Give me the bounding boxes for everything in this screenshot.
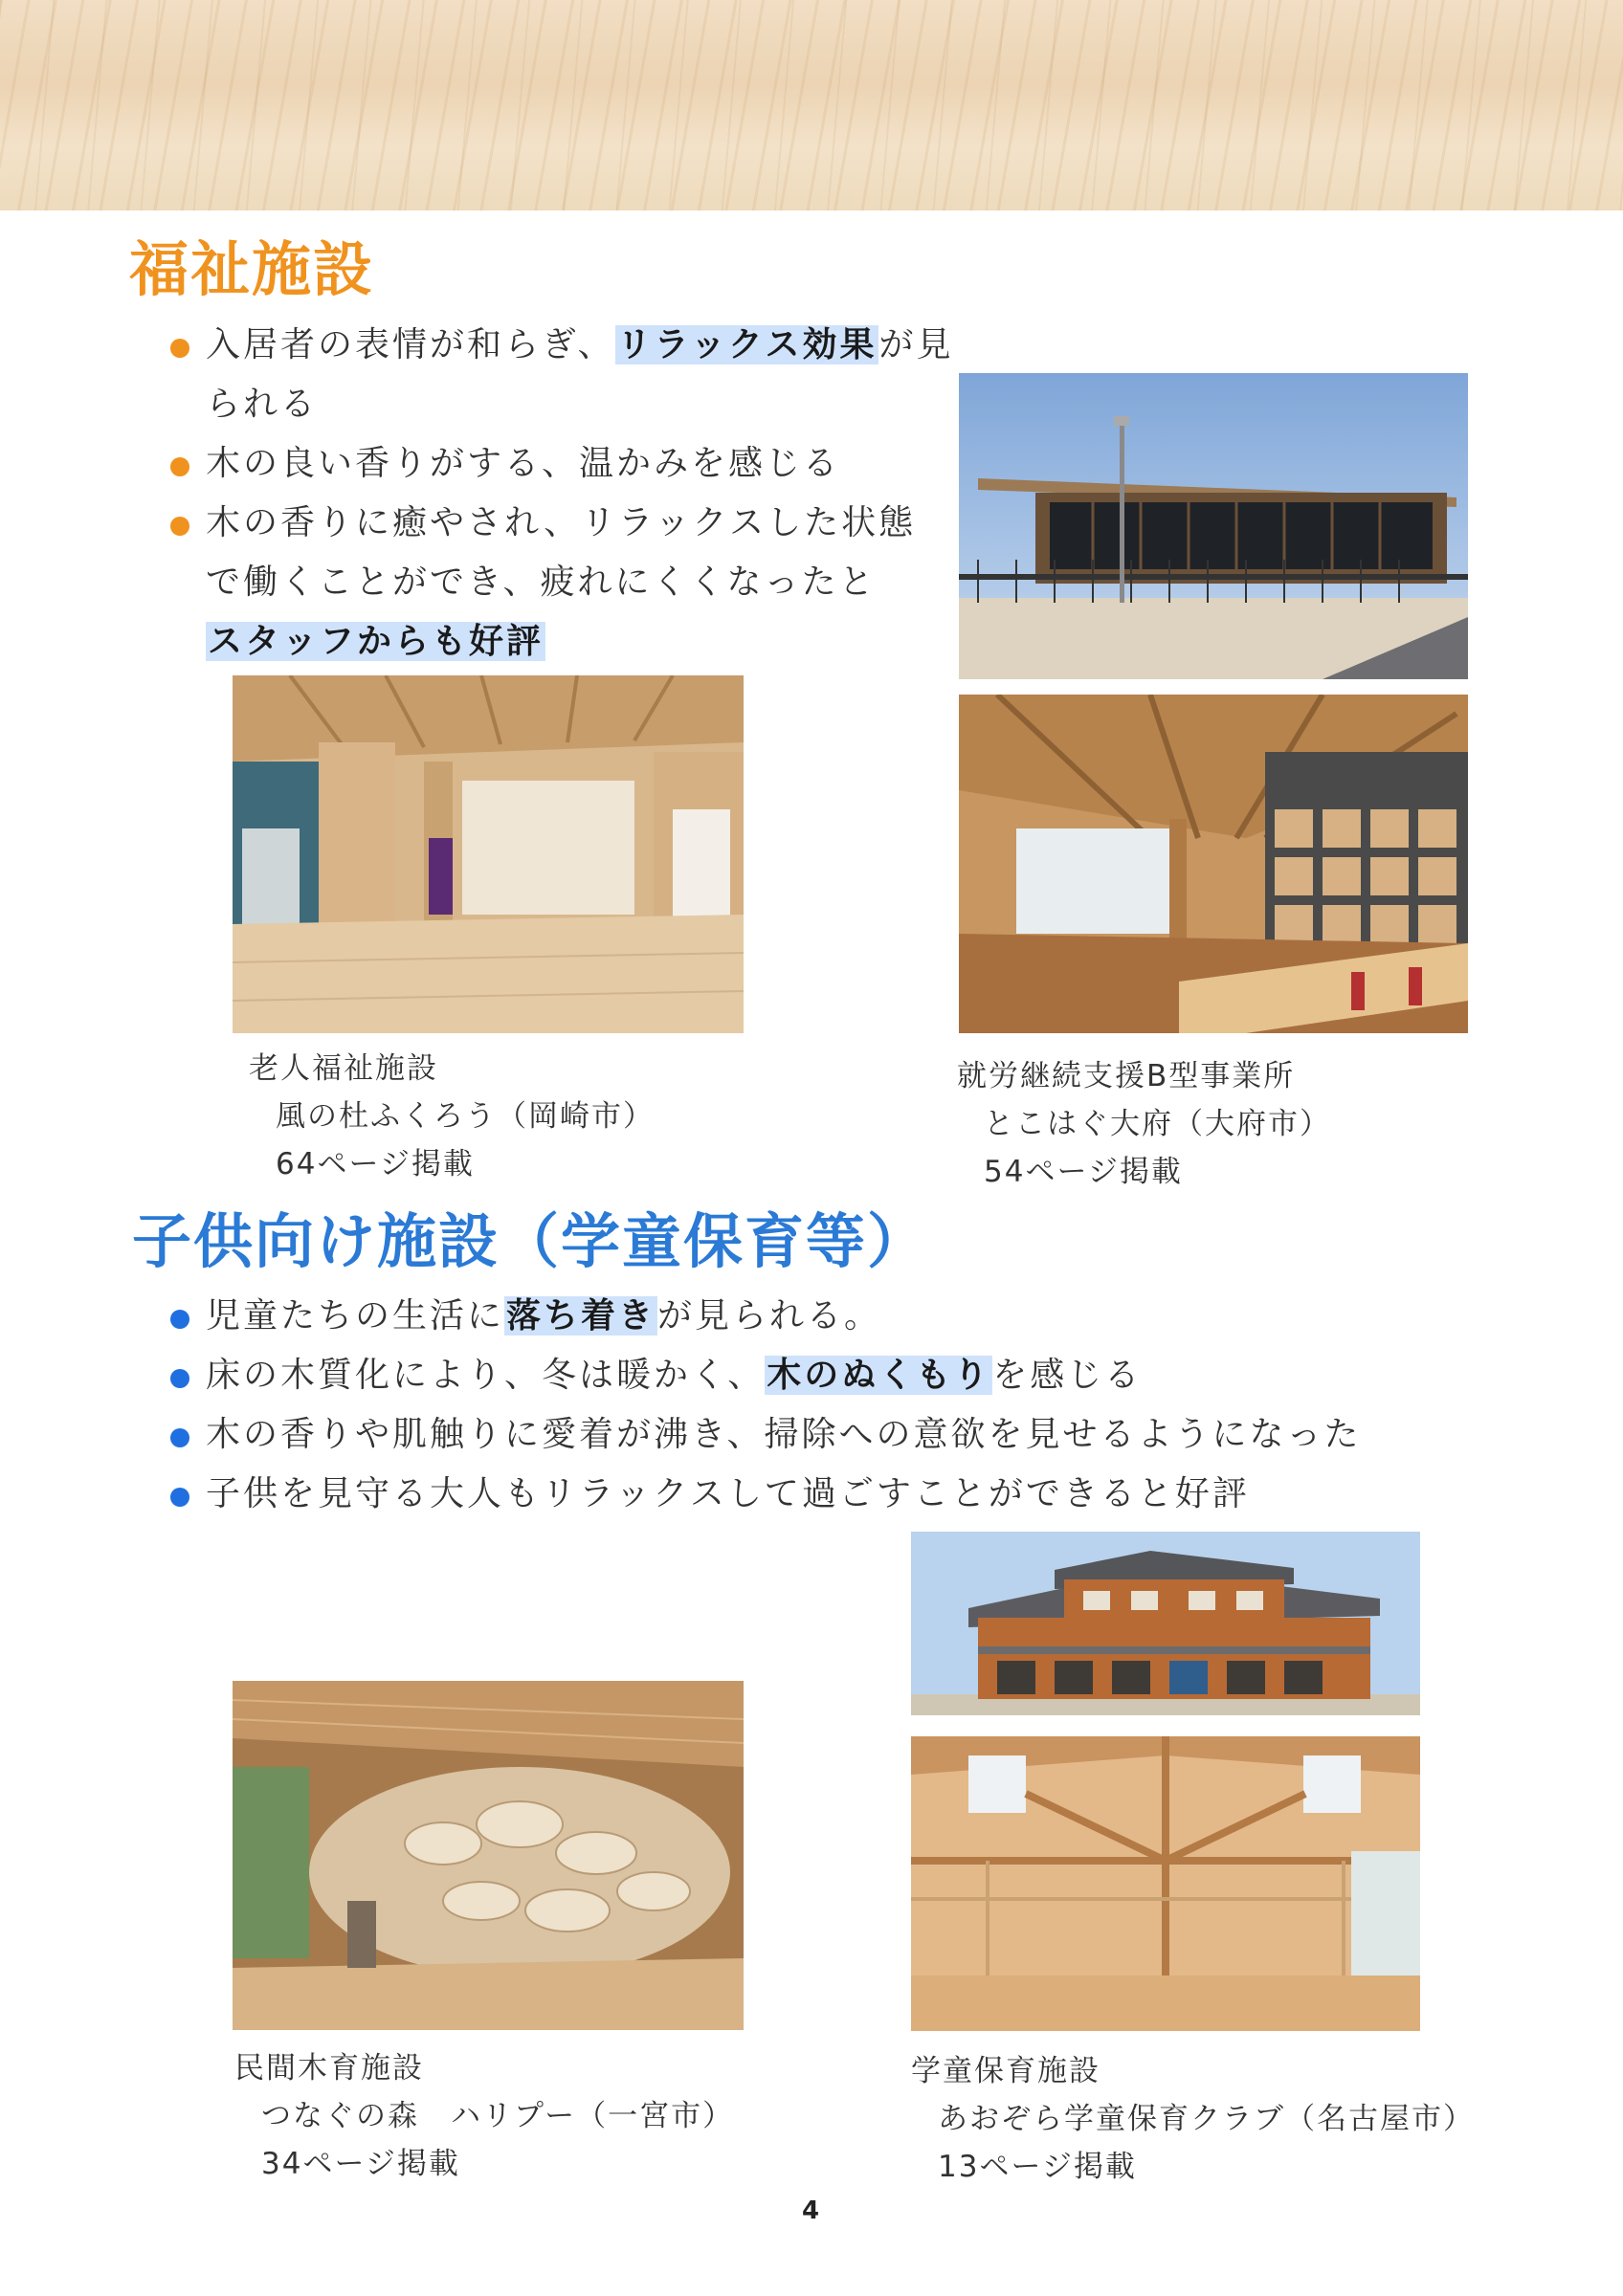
- list-item: [144, 494, 967, 672]
- page-number: 4: [802, 2197, 820, 2225]
- list-item: [144, 1465, 1483, 1524]
- highlighted-text: リラックス効果: [616, 325, 878, 364]
- workplace-interior-photo: [959, 695, 1468, 1033]
- bullet-text: 児童たちの生活に: [206, 1296, 505, 1336]
- list-item: [144, 1287, 1483, 1346]
- page-reference-label: 64ページ掲載: [276, 1147, 475, 1181]
- bullet-dot-icon: [170, 1310, 189, 1329]
- bullet-text: 木の香りや肌触りに愛着が沸き、掃除への意欲を見せるようになった: [206, 1415, 1362, 1454]
- nursing-home-interior-photo: [233, 675, 744, 1033]
- page-reference-label: 54ページ掲載: [984, 1155, 1183, 1189]
- highlighted-text: 落ち着き: [506, 1296, 656, 1336]
- wood-texture-banner: [0, 0, 1623, 210]
- facility-type-label: 民間木育施設: [234, 2051, 424, 2086]
- bullet-text: を感じる: [992, 1356, 1143, 1395]
- page-reference-label: 34ページ掲載: [261, 2147, 460, 2181]
- page-reference-label: 13ページ掲載: [938, 2150, 1137, 2184]
- bullet-text: が見られる。: [657, 1296, 882, 1336]
- children-caption-right: [911, 2047, 1475, 2191]
- facility-name-label: とこはぐ大府（大府市）: [984, 1107, 1331, 1141]
- bullet-dot-icon: [170, 1369, 189, 1388]
- wood-education-facility-photo: [233, 1681, 744, 2030]
- bullet-text: 木の良い香りがする、温かみを感じる: [206, 444, 841, 483]
- bullet-dot-icon: [170, 1428, 189, 1447]
- welfare-section-title: 福祉施設: [129, 234, 375, 304]
- bullet-text: 子供を見守る大人もリラックスして過ごすことができると好評: [206, 1474, 1250, 1513]
- list-item: [144, 1405, 1483, 1465]
- welfare-caption-left: [249, 1045, 655, 1188]
- bullet-dot-icon: [170, 339, 189, 358]
- bullet-dot-icon: [170, 457, 189, 476]
- bullet-text: 入居者の表情が和らぎ、: [206, 325, 615, 364]
- facility-type-label: 老人福祉施設: [249, 1051, 438, 1086]
- children-caption-left: [234, 2044, 734, 2188]
- highlighted-text: 木のぬくもり: [767, 1356, 991, 1395]
- welfare-bullet-list: [144, 316, 967, 672]
- bullet-text: 床の木質化により、冬は暖かく、: [206, 1356, 766, 1395]
- bullet-text: で働くことができ、疲れにくくなったと: [206, 563, 877, 602]
- facility-exterior-photo: [959, 373, 1468, 679]
- bullet-text: 木の香りに癒やされ、リラックスした状態: [206, 503, 917, 542]
- list-item: [144, 434, 967, 494]
- list-item: [144, 316, 967, 434]
- children-section-title: 子供向け施設（学童保育等）: [132, 1206, 929, 1276]
- welfare-caption-right: [957, 1052, 1331, 1196]
- bullet-dot-icon: [170, 1488, 189, 1507]
- bullet-text: が見られる: [206, 325, 954, 424]
- children-bullet-list: [144, 1287, 1483, 1524]
- facility-name-label: 風の杜ふくろう（岡崎市）: [276, 1099, 655, 1134]
- bullet-dot-icon: [170, 517, 189, 536]
- list-item: [144, 1346, 1483, 1405]
- afterschool-club-exterior-photo: [911, 1532, 1420, 1715]
- facility-name-label: あおぞら学童保育クラブ（名古屋市）: [938, 2102, 1475, 2136]
- afterschool-club-interior-photo: [911, 1736, 1420, 2031]
- facility-type-label: 就労継続支援B型事業所: [957, 1059, 1296, 1093]
- facility-type-label: 学童保育施設: [911, 2054, 1101, 2088]
- facility-name-label: つなぐの森 ハリプー（一宮市）: [261, 2099, 735, 2133]
- highlighted-text: スタッフからも好評: [208, 622, 545, 661]
